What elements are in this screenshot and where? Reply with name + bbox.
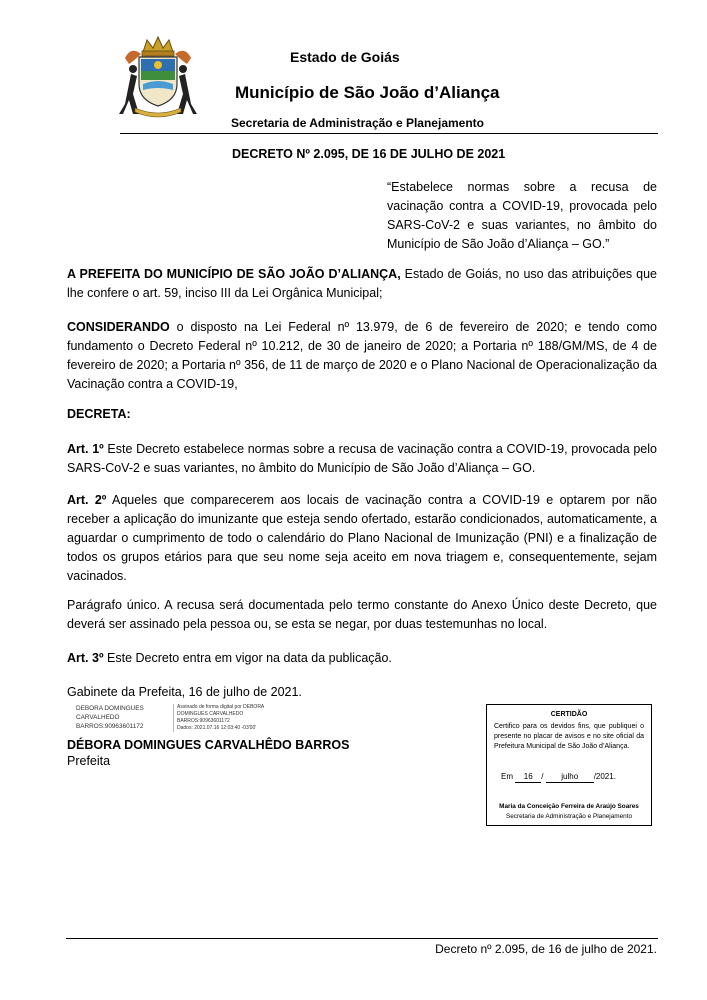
paragrafo-unico: Parágrafo único. A recusa será documentada pelo termo constante do Anexo Único deste Decreto, que deverá ser assinado pela pessoa ou, se esta se negar, por duas testemunhas no local. xyxy=(67,598,657,631)
considerando-bold: CONSIDERANDO xyxy=(67,320,170,334)
sig-name-line: CARVALHEDO xyxy=(76,714,120,721)
coat-of-arms-icon xyxy=(117,34,199,118)
article-1 xyxy=(67,440,657,478)
decreta-label: DECRETA: xyxy=(67,407,131,421)
ementa: “Estabelece normas sobre a recusa de vacinação contra a COVID-19, provocada pelo SARS-CoV-2 e suas variantes, no âmbito do Município de São João d’Aliança – GO.” xyxy=(387,180,657,251)
certidao-day: 16 xyxy=(515,772,541,783)
article-3 xyxy=(67,649,657,668)
certidao-box xyxy=(486,704,652,826)
article-1-text: Este Decreto estabelece normas sobre a recusa de vacinação contra a COVID-19, provocada pelo SARS-CoV-2 e suas variantes, no âmbito do Município de São João d’Aliança – GO. xyxy=(67,442,657,475)
article-2 xyxy=(67,491,657,586)
considerando-text: o disposto na Lei Federal nº 13.979, de 6 de fevereiro de 2020; e tendo como fundamento o Decreto Federal nº 10.212, de 30 de janeiro de 2020; a Portaria nº 188/GM/MS, de 4 de fevereiro de 2020; a Portaria nº 356, de 11 de março de 2020 e o Plano Nacional de Operacionalização da Vacinação contra a COVID-19, xyxy=(67,320,657,391)
decreta-heading xyxy=(67,405,657,424)
signatory-name: DÉBORA DOMINGUES CARVALHÊDO BARROS xyxy=(67,738,350,752)
sig-info-line: Dados: 2021.07.16 12:03:40 -03'00' xyxy=(177,725,257,731)
sig-name-line: BARROS:90963601172 xyxy=(76,723,144,730)
article-2-text: Aqueles que comparecerem aos locais de vacinação contra a COVID-19 e optarem por não receber a aplicação do imunizante que esteja sendo ofertado, estarão condicionados, automaticamente, a aguardar o cumprimento de todo o calendário do Plano Nacional de Imunização (PNI) e a finalização de todos os grupos etários para que seu nome seja aceito em nova triagem e, consequentemente, sejam vacinados. xyxy=(67,493,657,583)
gabinete-line: Gabinete da Prefeita, 16 de julho de 2021. xyxy=(67,685,302,699)
certidao-signer-dept: Secretaria de Administração e Planejamento xyxy=(505,813,633,820)
footer-divider xyxy=(66,938,658,939)
sig-info-line: Assinado de forma digital por DEBORA xyxy=(177,704,265,710)
municipality-name: Município de São João d’Aliança xyxy=(235,83,500,102)
preamble xyxy=(67,265,657,303)
sig-info-line: DOMINGUES CARVALHEDO xyxy=(177,711,244,717)
header-divider xyxy=(120,133,658,134)
certidao-date: Em 16 / julho /2021. xyxy=(501,772,616,781)
signatory-role: Prefeita xyxy=(67,754,111,768)
article-2-label: Art. 2º xyxy=(67,493,107,507)
article-1-label: Art. 1º xyxy=(67,442,104,456)
certidao-title: CERTIDÃO xyxy=(550,711,588,718)
preamble-bold: A PREFEITA DO MUNICÍPIO DE SÃO JOÃO D’ALIANÇA, xyxy=(67,267,401,281)
digital-signature-name xyxy=(76,704,156,731)
department-name: Secretaria de Administração e Planejamento xyxy=(231,116,484,130)
sig-info-line: BARROS:90963601172 xyxy=(177,718,230,724)
article-3-label: Art. 3º xyxy=(67,651,104,665)
preamble-text: Estado de Goiás, no uso das atribuições que lhe confere o art. 59, inciso III da Lei Orgânica Municipal; xyxy=(67,267,658,300)
certidao-month: julho xyxy=(546,772,594,783)
state-name: Estado de Goiás xyxy=(290,49,400,65)
decree-title: DECRETO Nº 2.095, DE 16 DE JULHO DE 2021 xyxy=(232,147,506,161)
digital-signature xyxy=(66,704,336,736)
footer-text: Decreto nº 2.095, de 16 de julho de 2021. xyxy=(435,942,657,956)
considerando-paragraph xyxy=(67,318,657,394)
digital-signature-info xyxy=(173,704,297,732)
sig-name-line: DEBORA DOMINGUES xyxy=(76,705,144,712)
certidao-text: Certifico para os devidos fins, que publiquei o presente no placar de avisos e no site oficial da Prefeitura Municipal de São João d’Aliança. xyxy=(494,723,644,750)
certidao-signer-name: Maria da Conceição Ferreira de Araújo Soares xyxy=(499,803,639,810)
article-3-text: Este Decreto entra em vigor na data da publicação. xyxy=(103,651,392,665)
certidao-em: Em xyxy=(501,772,513,781)
certidao-year: /2021. xyxy=(593,772,616,781)
